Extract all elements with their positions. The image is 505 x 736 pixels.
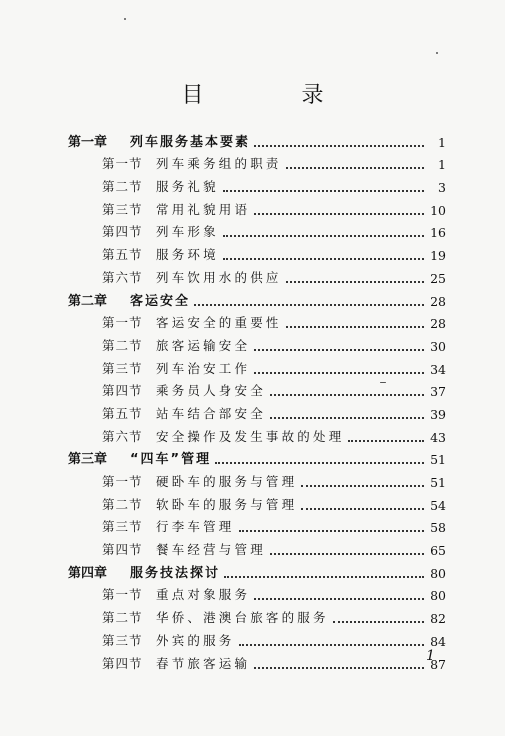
section-title: 软卧车的服务与管理 xyxy=(156,496,298,512)
dot-leader xyxy=(223,235,424,237)
dot-leader xyxy=(239,530,424,532)
toc-section-row xyxy=(68,354,446,377)
dot-leader xyxy=(333,621,424,623)
section-title: 服务环境 xyxy=(156,247,219,263)
section-number: 第三节 xyxy=(102,632,143,648)
dot-leader xyxy=(215,462,424,464)
chapter-title: “四车”管理 xyxy=(130,452,212,468)
chapter-number: 第二章 xyxy=(68,293,108,309)
toc-section-row xyxy=(68,535,446,558)
toc-section-row xyxy=(68,309,446,332)
section-title: 行李车管理 xyxy=(156,519,235,535)
section-title: 列车形象 xyxy=(156,224,219,240)
section-title: 安全操作及发生事故的处理 xyxy=(156,428,345,444)
dot-leader xyxy=(254,598,424,600)
dot-leader xyxy=(301,485,424,487)
toc-section-row xyxy=(68,195,446,218)
page-ref: 28 xyxy=(430,293,446,309)
toc-section-row xyxy=(68,581,446,604)
section-number: 第二节 xyxy=(102,610,143,626)
dot-leader xyxy=(348,440,424,442)
section-title: 列车饮用水的供应 xyxy=(156,269,282,285)
page-ref: 58 xyxy=(430,520,446,536)
section-title: 列车治安工作 xyxy=(156,360,251,376)
toc-section-row xyxy=(68,422,446,445)
section-number: 第一节 xyxy=(102,315,143,331)
dot-leader xyxy=(254,145,424,147)
section-title: 餐车经营与管理 xyxy=(156,542,266,558)
scan-speck xyxy=(380,382,386,383)
toc-section-row xyxy=(68,240,446,263)
table-of-contents xyxy=(68,127,446,672)
toc-section-row xyxy=(68,649,446,672)
scan-speck xyxy=(124,18,126,20)
toc-section-row xyxy=(68,218,446,241)
page-ref: 84 xyxy=(430,633,446,649)
page-ref: 10 xyxy=(430,202,446,218)
page-ref: 87 xyxy=(430,656,446,672)
section-title: 春节旅客运输 xyxy=(156,655,251,671)
section-title: 旅客运输安全 xyxy=(156,337,251,353)
dot-leader xyxy=(254,213,424,215)
section-number: 第二节 xyxy=(102,337,143,353)
toc-section-row xyxy=(68,399,446,422)
page-ref: 80 xyxy=(430,565,446,581)
page-ref: 30 xyxy=(430,338,446,354)
section-title: 客运安全的重要性 xyxy=(156,315,282,331)
toc-section-row xyxy=(68,377,446,400)
dot-leader xyxy=(270,417,424,419)
toc-section-row xyxy=(68,150,446,173)
page-ref: 1 xyxy=(438,134,446,150)
section-number: 第一节 xyxy=(102,156,143,172)
section-title: 外宾的服务 xyxy=(156,632,235,648)
dot-leader xyxy=(254,349,424,351)
page-ref: 3 xyxy=(438,180,446,196)
section-number: 第三节 xyxy=(102,360,143,376)
page-title: 目 录 xyxy=(181,83,362,108)
section-number: 第六节 xyxy=(102,428,143,444)
section-number: 第六节 xyxy=(102,269,143,285)
section-number: 第三节 xyxy=(102,519,143,535)
dot-leader xyxy=(301,508,424,510)
toc-section-row xyxy=(68,513,446,536)
dot-leader xyxy=(254,372,424,374)
toc-section-row xyxy=(68,263,446,286)
section-title: 列车乘务组的职责 xyxy=(156,156,282,172)
dot-leader xyxy=(270,394,424,396)
section-title: 常用礼貌用语 xyxy=(156,201,251,217)
section-title: 华侨、港澳台旅客的服务 xyxy=(156,610,329,626)
page-ref: 28 xyxy=(430,316,446,332)
toc-section-row xyxy=(68,331,446,354)
dot-leader xyxy=(270,553,424,555)
section-title: 站车结合部安全 xyxy=(156,405,266,421)
page-ref: 25 xyxy=(430,270,446,286)
toc-section-row xyxy=(68,626,446,649)
page-ref: 19 xyxy=(430,248,446,264)
dot-leader xyxy=(286,167,424,169)
page-ref: 51 xyxy=(430,475,446,490)
section-title: 服务礼貌 xyxy=(156,179,219,195)
section-number: 第四节 xyxy=(102,542,143,558)
toc-chapter-row xyxy=(68,127,446,150)
page-ref: 80 xyxy=(430,588,446,604)
dot-leader xyxy=(254,667,424,669)
section-number: 第二节 xyxy=(102,496,143,512)
section-title: 硬卧车的服务与管理 xyxy=(156,474,298,489)
chapter-title: 客运安全 xyxy=(130,293,191,309)
page-ref: 16 xyxy=(430,225,446,241)
page-number: 1 xyxy=(426,648,435,664)
toc-section-row xyxy=(68,172,446,195)
dot-leader xyxy=(194,304,424,306)
dot-leader xyxy=(223,258,424,260)
scan-speck xyxy=(436,52,438,54)
section-number: 第四节 xyxy=(102,655,143,671)
section-number: 第一节 xyxy=(102,587,143,603)
section-title: 乘务员人身安全 xyxy=(156,383,266,399)
dot-leader xyxy=(286,326,424,328)
toc-chapter-row xyxy=(68,558,446,581)
dot-leader xyxy=(286,281,424,283)
chapter-number: 第一章 xyxy=(68,134,108,150)
chapter-title: 服务技法探讨 xyxy=(130,565,221,581)
page-ref: 65 xyxy=(430,543,446,559)
section-number: 第五节 xyxy=(102,405,143,421)
chapter-title: 列车服务基本要素 xyxy=(130,134,251,150)
section-number: 第四节 xyxy=(102,224,143,240)
section-number: 第一节 xyxy=(102,474,143,489)
toc-section-row xyxy=(68,603,446,626)
chapter-number: 第四章 xyxy=(68,565,108,581)
page-ref: 82 xyxy=(430,611,446,627)
section-number: 第三节 xyxy=(102,201,143,217)
page-ref: 37 xyxy=(430,384,446,400)
page-ref: 51 xyxy=(430,452,446,468)
toc-chapter-row xyxy=(68,445,446,468)
page-ref: 39 xyxy=(430,406,446,422)
page-ref: 43 xyxy=(430,429,446,445)
dot-leader xyxy=(224,576,424,578)
toc-chapter-row xyxy=(68,286,446,309)
page-ref: 54 xyxy=(430,497,446,513)
section-number: 第五节 xyxy=(102,247,143,263)
page-ref: 1 xyxy=(438,157,446,173)
chapter-number: 第三章 xyxy=(68,452,108,468)
section-number: 第二节 xyxy=(102,179,143,195)
page-ref: 34 xyxy=(430,361,446,377)
dot-leader xyxy=(239,644,424,646)
toc-section-row xyxy=(68,490,446,513)
dot-leader xyxy=(223,190,424,192)
section-title: 重点对象服务 xyxy=(156,587,251,603)
section-number: 第四节 xyxy=(102,383,143,399)
toc-section-row xyxy=(68,467,446,490)
